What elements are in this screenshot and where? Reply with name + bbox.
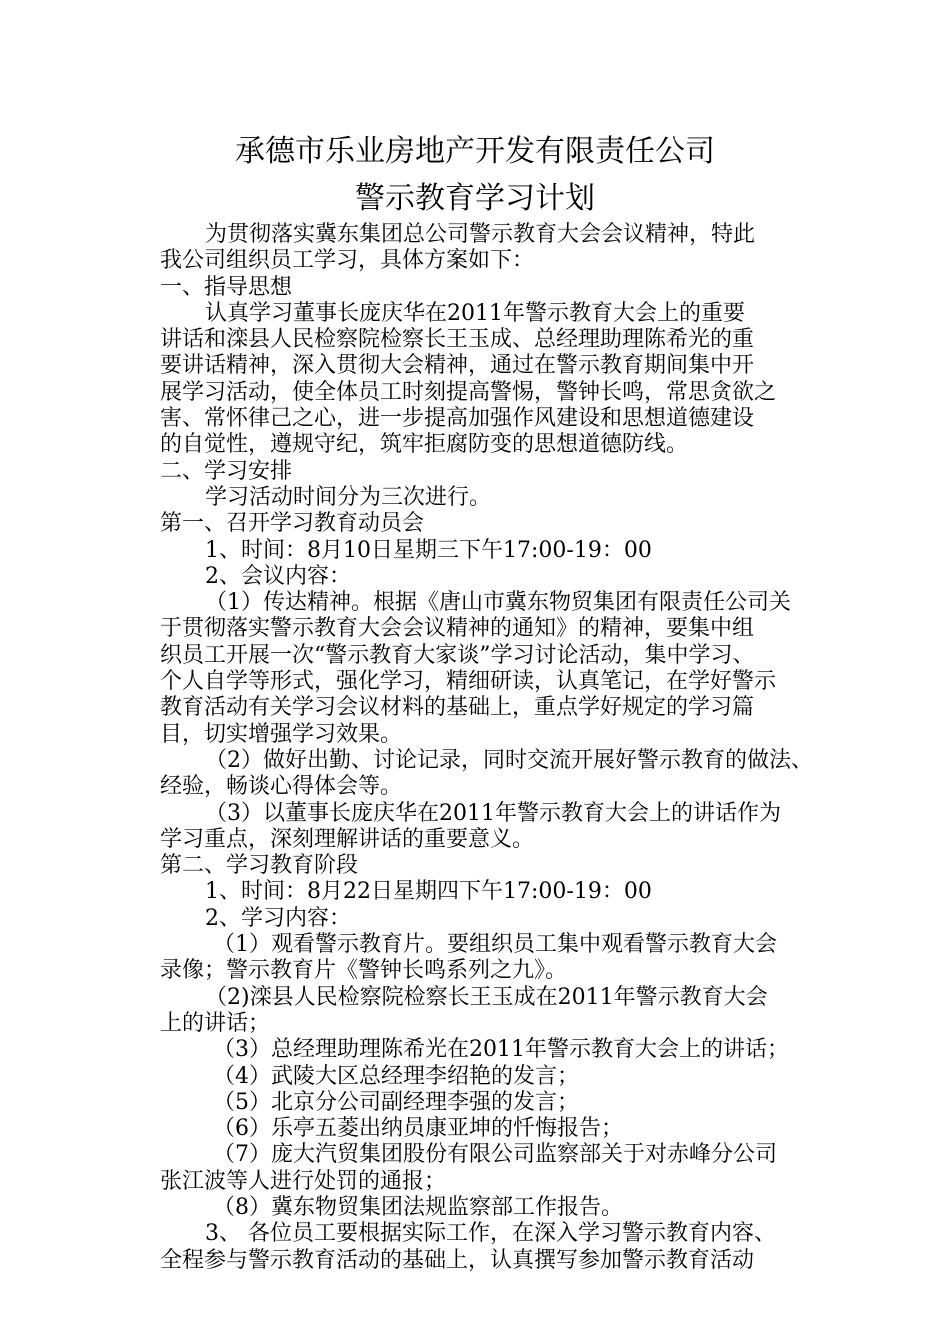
paragraph-line: 个人自学等形式，强化学习，精细研读，认真笔记，在学好警示 [160, 669, 777, 695]
paragraph-line: 要讲话精神，深入贯彻大会精神，通过在警示教育期间集中开 [160, 353, 755, 379]
paragraph-line: （3）以董事长庞庆华在2011年警示教育大会上的讲话作为 [205, 800, 781, 826]
paragraph-line: （6）乐亭五菱出纳员康亚坤的忏悔报告； [213, 1116, 623, 1142]
paragraph-line: （7）庞大汽贸集团股份有限公司监察部关于对赤峰分公司 [213, 1142, 777, 1168]
paragraph-line: 教育活动有关学习会议材料的基础上，重点学好规定的学习篇 [160, 695, 755, 721]
paragraph-line: 第二、学习教育阶段 [160, 853, 359, 879]
paragraph-line: 学习活动时间分为三次进行。 [205, 484, 492, 510]
paragraph-line: （3）总经理助理陈希光在2011年警示教育大会上的讲话； [213, 1037, 789, 1063]
paragraph-line: 我公司组织员工学习，具体方案如下： [160, 248, 535, 274]
paragraph-line: 认真学习董事长庞庆华在2011年警示教育大会上的重要 [205, 300, 745, 326]
paragraph-line: 目，切实增强学习效果。 [160, 721, 403, 747]
document-title: 承德市乐业房地产开发有限责任公司 [235, 134, 715, 169]
paragraph-line: 为贯彻落实冀东集团总公司警示教育大会会议精神，特此 [205, 222, 756, 247]
paragraph-line: 2、会议内容： [205, 563, 351, 589]
paragraph-line: 1、时间：8月10日星期三下午17:00-19：00 [205, 537, 652, 563]
paragraph-line: 展学习活动，使全体员工时刻提高警惕，警钟长鸣，常思贪欲之 [160, 379, 777, 405]
paragraph-line: （5）北京分公司副经理李强的发言； [213, 1089, 579, 1115]
paragraph-line: （2）做好出勤、讨论记录，同时交流开展好警示教育的做法、 [205, 747, 813, 773]
paragraph-line: （4）武陵大区总经理李绍艳的发言； [213, 1063, 579, 1089]
paragraph-line: 全程参与警示教育活动的基础上，认真撰写参加警示教育活动 [160, 1247, 755, 1273]
paragraph-line: 经验，畅谈心得体会等。 [160, 774, 403, 800]
paragraph-line: 2、学习内容： [205, 905, 351, 931]
paragraph-line: 张江波等人进行处罚的通报； [160, 1168, 447, 1194]
document-body [160, 222, 813, 1274]
paragraph-line: 织员工开展一次“警示教育大家谈”学习讨论活动，集中学习、 [160, 642, 755, 668]
paragraph-line: （1）传达精神。根据《唐山市冀东物贸集团有限责任公司关 [205, 590, 791, 616]
paragraph-line: 学习重点，深刻理解讲话的重要意义。 [160, 826, 535, 852]
paragraph-line: 一、指导思想 [160, 274, 293, 300]
paragraph-line: 3、 各位员工要根据实际工作，在深入学习警示教育内容、 [205, 1221, 776, 1247]
paragraph-line: 录像；警示教育片《警钟长鸣系列之九》。 [160, 958, 568, 984]
paragraph-line: （2)滦县人民检察院检察长王玉成在2011年警示教育大会 [205, 984, 768, 1010]
paragraph-line: （8）冀东物贸集团法规监察部工作报告。 [213, 1194, 623, 1220]
paragraph-line: （1）观看警示教育片。要组织员工集中观看警示教育大会 [213, 932, 777, 958]
paragraph-line: 上的讲话； [160, 1010, 271, 1036]
paragraph-line: 第一、召开学习教育动员会 [160, 511, 425, 537]
document-subtitle: 警示教育学习计划 [355, 181, 595, 216]
paragraph-line: 于贯彻落实警示教育大会会议精神的通知》的精神，要集中组 [160, 616, 755, 642]
paragraph-line: 二、学习安排 [160, 458, 293, 484]
paragraph-line: 讲话和滦县人民检察院检察长王玉成、总经理助理陈希光的重 [160, 327, 755, 353]
paragraph-line: 的自觉性，遵规守纪，筑牢拒腐防变的思想道德防线。 [160, 432, 689, 458]
paragraph-line: 害、常怀律己之心，进一步提高加强作风建设和思想道德建设 [160, 406, 755, 432]
paragraph-line: 1、时间：8月22日星期四下午17:00-19：00 [205, 879, 652, 905]
